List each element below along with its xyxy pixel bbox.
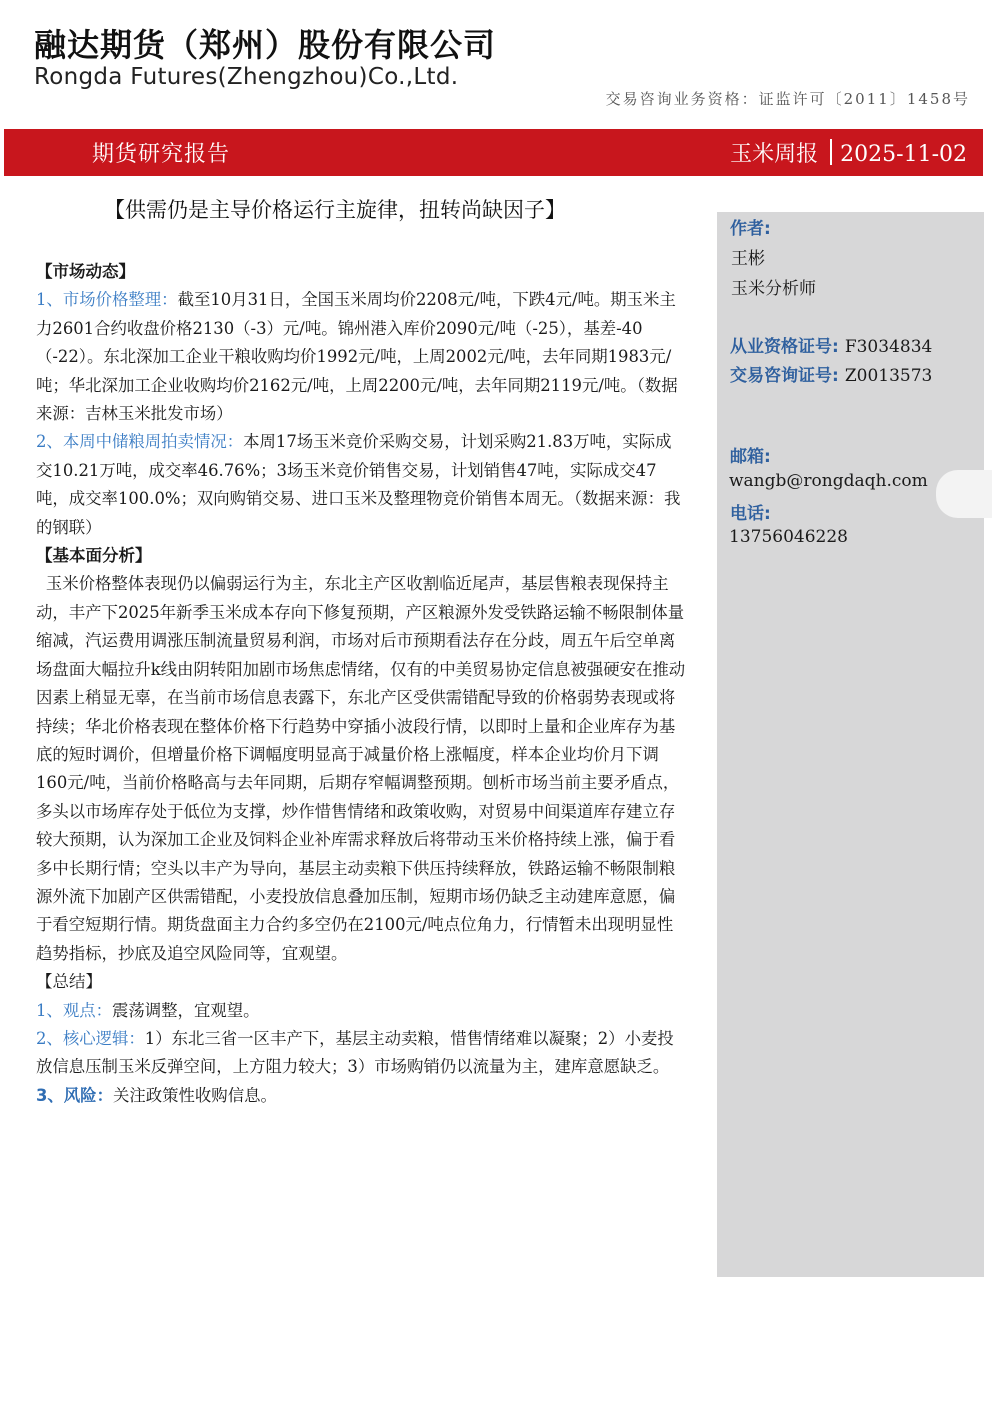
cert-row [730, 332, 932, 357]
summary-heading: 【总结】 [36, 972, 102, 992]
summary-point-3-text: 关注政策性收购信息。 [112, 1085, 277, 1105]
consult-value: Z0013573 [844, 366, 933, 386]
summary-point-3-label: 3、风险： [36, 1085, 113, 1105]
report-body [36, 258, 686, 1110]
summary-point-1-label: 1、观点： [36, 1000, 112, 1020]
summary-point-3 [36, 1082, 686, 1110]
fundamental-text: 玉米价格整体表现仍以偏弱运行为主，东北主产区收割临近尾声，基层售粮表现保持主动，丰产下2025年新季玉米成本存向下修复预期，产区粮源外发受铁路运输不畅限制体量缩减，汽运费用调涨压制流量贸易利润，市场对后市预期看法存在分歧，周五午后空单离场盘面大幅拉升k线由阴转阳加剧市场焦虑情绪，仅有的中美贸易协定信息被强硬安在推动因素上稍显无辜，在当前市场信息表露下，东北产区受供需错配导致的价格弱势表现或将持续；华北价格表现在整体价格下行趋势中穿插小波段行情，以即时上量和企业库存为基底的短时调价，但增量价格下调幅度明显高于减量价格上涨幅度，样本企业均价月下调160元/吨，当前价格略高与去年同期，后期存窄幅调整预期。刨析市场当前主要矛盾点，多头以市场库存处于低位为支撑，炒作惜售情绪和政策收购，对贸易中间渠道库存建立存较大预期，认为深加工企业及饲料企业补库需求释放后将带动玉米价格持续上涨，偏于看多中长期行情；空头以丰产为导向，基层主动卖粮下供压持续释放，铁路运输不畅限制粮源外流下加剧产区供需错配，小麦投放信息叠加压制，短期市场仍缺乏主动建库意愿，偏于看空短期行情。期货盘面主力合约多空仍在2100元/吨点位角力，行情暂未出现明显性趋势指标，抄底及追空风险同等，宜观望。 [36, 574, 686, 963]
banner-report-category: 期货研究报告 [92, 142, 231, 167]
company-name-cn: 融达期货（郑州）股份有限公司 [34, 26, 497, 64]
author-title: 玉米分析师 [731, 279, 816, 299]
market-item-2 [36, 428, 686, 542]
email-value[interactable]: wangb@rongdaqh.com [729, 471, 928, 491]
market-item-1 [36, 286, 686, 428]
author-sidebar [717, 212, 984, 1277]
report-headline: 【供需仍是主导价格运行主旋律，扭转尚缺因子】 [104, 198, 566, 222]
phone-value: 13756046228 [729, 527, 848, 547]
fundamental-heading: 【基本面分析】 [36, 546, 152, 566]
email-label: 邮箱: [730, 447, 771, 467]
company-name-en: Rongda Futures(Zhengzhou)Co.,Ltd. [34, 64, 459, 90]
sidebar-edge-tab [936, 470, 992, 518]
banner-report-meta [730, 137, 967, 168]
summary-point-1 [36, 997, 686, 1025]
cert-label: 从业资格证号: [730, 337, 839, 357]
summary-point-2-text: 1）东北三省一区丰产下，基层主动卖粮，惜售情绪难以凝聚；2）小麦投放信息压制玉米反弹空间，上方阻力较大；3）市场购销仍以流量为主，建库意愿缺乏。 [36, 1028, 674, 1077]
market-heading: 【市场动态】 [36, 262, 135, 281]
author-label: 作者: [730, 219, 771, 239]
report-date: 2025-11-02 [840, 142, 967, 167]
summary-point-1-text: 震荡调整，宜观望。 [112, 1000, 260, 1020]
license-info: 交易咨询业务资格：证监许可〔2011〕1458号 [605, 90, 970, 108]
consult-label: 交易咨询证号: [730, 366, 839, 386]
summary-point-2 [36, 1025, 686, 1082]
market-item-1-label: 1、市场价格整理： [36, 290, 178, 310]
report-type: 玉米周报 [730, 142, 819, 167]
banner-divider [830, 139, 832, 165]
market-item-2-label: 2、本周中储粮周拍卖情况： [36, 432, 244, 452]
phone-label: 电话: [730, 504, 771, 524]
consult-row [730, 361, 932, 386]
market-item-2-text: 本周17场玉米竞价采购交易，计划采购21.83万吨，实际成交10.21万吨，成交率46.76%；3场玉米竞价销售交易，计划销售47吨，实际成交47吨，成交率100.0%；双向购销交易、进口玉米及整理物竞价销售本周无。（数据来源：我的钢联） [36, 432, 681, 537]
author-name: 王彬 [731, 249, 765, 269]
cert-value: F3034834 [844, 337, 933, 357]
report-banner [4, 129, 983, 176]
market-item-1-text: 截至10月31日，全国玉米周均价2208元/吨，下跌4元/吨。期玉米主力2601合约收盘价格2130（-3）元/吨。锦州港入库价2090元/吨（-25），基差-40（-22）。东北深加工企业干粮收购均价1992元/吨，上周2002元/吨，去年同期1983元/吨；华北深加工企业收购均价2162元/吨，上周2200元/吨，去年同期2119元/吨。（数据来源：吉林玉米批发市场） [36, 290, 678, 424]
summary-point-2-label: 2、核心逻辑： [36, 1028, 145, 1048]
